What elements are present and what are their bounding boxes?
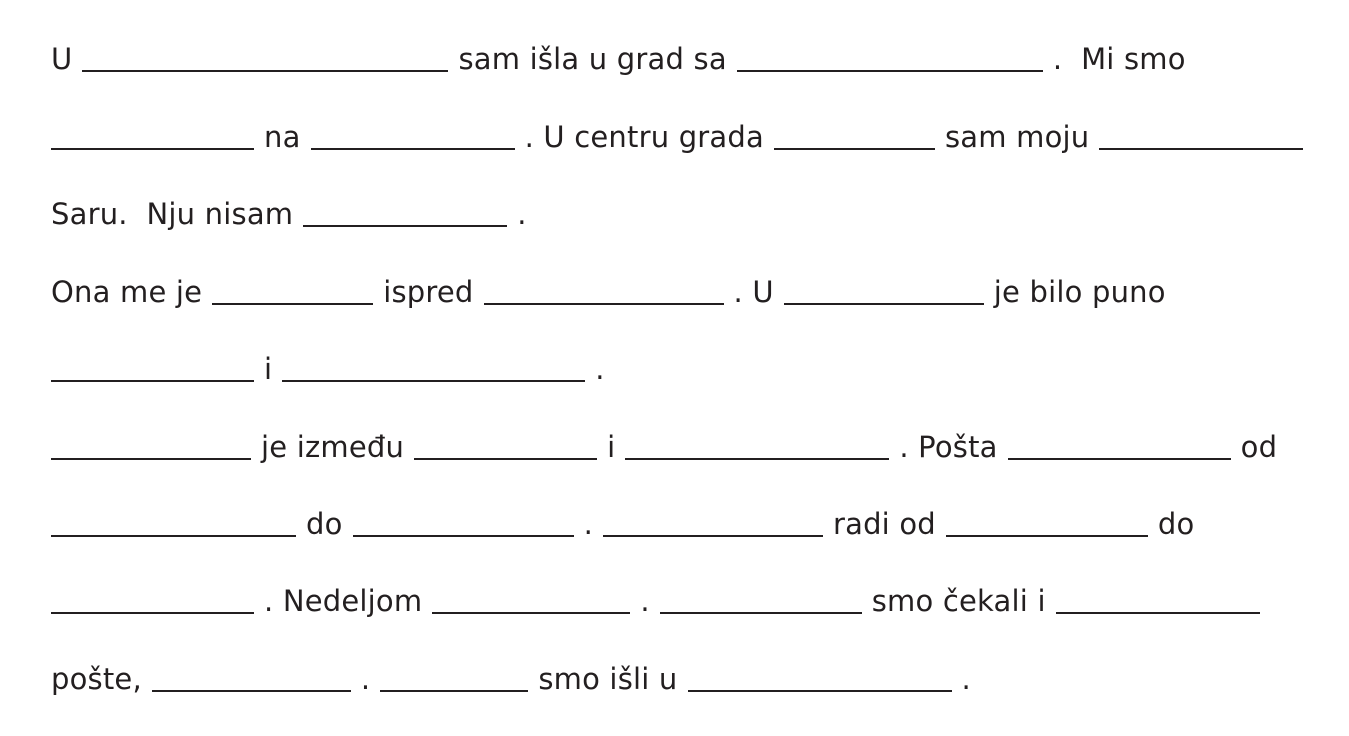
sentence-text: od [1240, 430, 1278, 464]
answer-blank[interactable] [51, 380, 254, 382]
sentence-text: . Mi smo [1052, 42, 1186, 76]
sentence-text: . [640, 584, 650, 618]
sentence-text: do [306, 507, 343, 541]
sentence-text: . [583, 507, 593, 541]
sentence-text: sam išla u grad sa [458, 42, 727, 76]
sentence-text: smo čekali i [871, 584, 1046, 618]
answer-blank[interactable] [311, 148, 515, 150]
answer-blank[interactable] [1056, 612, 1260, 614]
answer-blank[interactable] [660, 612, 862, 614]
sentence-text: . [517, 197, 527, 231]
answer-blank[interactable] [51, 535, 296, 537]
sentence-text: pošte, [51, 662, 142, 696]
answer-blank[interactable] [484, 303, 724, 305]
answer-blank[interactable] [82, 70, 448, 72]
answer-blank[interactable] [784, 303, 984, 305]
answer-blank[interactable] [303, 225, 507, 227]
answer-blank[interactable] [51, 458, 251, 460]
answer-blank[interactable] [51, 148, 254, 150]
sentence-text: . U [733, 275, 774, 309]
sentence-text: . [595, 352, 605, 386]
sentence-text: do [1157, 507, 1195, 541]
sentence-text: smo išli u [538, 662, 678, 696]
sentence-text: i [264, 352, 273, 386]
answer-blank[interactable] [414, 458, 597, 460]
sentence-text: radi od [832, 507, 936, 541]
sentence-text: . Pošta [899, 430, 998, 464]
sentence-text: je bilo puno [993, 275, 1166, 309]
answer-blank[interactable] [212, 303, 373, 305]
answer-blank[interactable] [380, 690, 528, 692]
answer-blank[interactable] [625, 458, 889, 460]
answer-blank[interactable] [1099, 148, 1303, 150]
sentence-text: U [51, 42, 73, 76]
answer-blank[interactable] [603, 535, 823, 537]
sentence-text: . [360, 662, 371, 696]
sentence-text: Saru. Nju nisam [51, 197, 294, 231]
sentence-text: . [961, 662, 971, 696]
sentence-text: . U centru grada [524, 120, 764, 154]
answer-blank[interactable] [946, 535, 1148, 537]
answer-blank[interactable] [432, 612, 630, 614]
answer-blank[interactable] [737, 70, 1043, 72]
answer-blank[interactable] [688, 690, 952, 692]
answer-blank[interactable] [774, 148, 935, 150]
answer-blank[interactable] [282, 380, 585, 382]
answer-blank[interactable] [1008, 458, 1231, 460]
answer-blank[interactable] [51, 612, 254, 614]
sentence-text: je između [261, 430, 405, 464]
sentence-text: sam moju [944, 120, 1090, 154]
sentence-text: ispred [383, 275, 474, 309]
sentence-text: i [607, 430, 616, 464]
answer-blank[interactable] [152, 690, 351, 692]
answer-blank[interactable] [353, 535, 574, 537]
sentence-text: . Nedeljom [264, 584, 423, 618]
sentence-text: na [264, 120, 301, 154]
sentence-text: Ona me je [51, 275, 203, 309]
